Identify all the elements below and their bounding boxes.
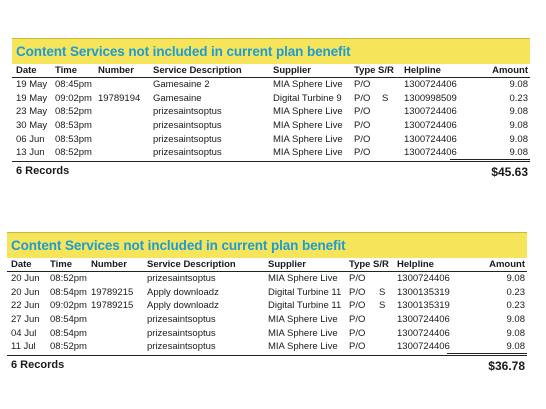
cell-service: prizesaintsoptus xyxy=(153,106,222,118)
records-count: 6 Records xyxy=(16,165,70,178)
cell-service: prizesaintsoptus xyxy=(147,327,216,339)
cell-supplier: MIA Sphere Live xyxy=(273,106,343,118)
cell-date: 13 Jun xyxy=(16,147,45,159)
col-helpline-header: Helpline xyxy=(404,65,441,76)
cell-helpline: 1300998509 xyxy=(404,92,457,104)
cell-date: 22 Jun xyxy=(11,300,40,312)
col-supplier-header: Supplier xyxy=(268,259,307,270)
cell-helpline: 1300135319 xyxy=(397,300,450,312)
content-services-section-1 xyxy=(12,38,530,180)
cell-service: prizesaintsoptus xyxy=(147,314,216,326)
cell-amount: 9.08 xyxy=(506,341,525,353)
cell-service: prizesaintsoptus xyxy=(153,133,222,145)
table-row xyxy=(12,92,530,106)
cell-helpline: 1300724406 xyxy=(397,314,450,326)
cell-amount: 9.08 xyxy=(509,120,528,132)
cell-date: 11 Jul xyxy=(11,341,36,353)
cell-helpline: 1300724406 xyxy=(397,341,450,353)
cell-type: P/O xyxy=(349,300,366,312)
cell-helpline: 1300724406 xyxy=(397,273,450,284)
table-row xyxy=(12,119,530,133)
cell-service: Apply downloadz xyxy=(147,286,219,298)
cell-helpline: 1300724406 xyxy=(397,327,450,339)
cell-supplier: MIA Sphere Live xyxy=(268,341,338,353)
cell-date: 19 May xyxy=(16,79,48,90)
table-row xyxy=(12,78,530,92)
cell-service: prizesaintsoptus xyxy=(147,273,216,284)
cell-type: P/O xyxy=(349,327,366,339)
col-date-header: Date xyxy=(16,65,37,76)
cell-supplier: Digital Turbine 11 xyxy=(268,286,342,298)
section-header-bar xyxy=(12,38,530,64)
cell-date: 20 Jun xyxy=(11,273,40,284)
cell-service: Gamesaine xyxy=(153,92,202,104)
col-sr-header: S/R xyxy=(373,259,389,270)
cell-supplier: MIA Sphere Live xyxy=(273,147,343,159)
cell-helpline: 1300724406 xyxy=(404,79,457,90)
cell-time: 08:52pm xyxy=(50,341,87,353)
cell-time: 08:54pm xyxy=(50,286,87,298)
section-header-bar xyxy=(7,232,527,258)
col-time-header: Time xyxy=(55,65,78,76)
cell-time: 09:02pm xyxy=(55,92,92,104)
col-helpline-header: Helpline xyxy=(397,259,434,270)
cell-number: 19789194 xyxy=(98,92,141,104)
cell-helpline: 1300724406 xyxy=(404,133,457,145)
subtotal-rule xyxy=(447,353,527,354)
cell-sr: S xyxy=(382,92,389,104)
cell-time: 09:02pm xyxy=(50,300,87,312)
cell-type: P/O xyxy=(354,120,371,132)
cell-supplier: MIA Sphere Live xyxy=(268,273,338,284)
table-row xyxy=(7,313,527,327)
cell-date: 23 May xyxy=(16,106,48,118)
section-total: $45.63 xyxy=(491,165,528,180)
cell-service: prizesaintsoptus xyxy=(153,120,222,132)
cell-supplier: MIA Sphere Live xyxy=(273,120,343,132)
cell-type: P/O xyxy=(349,273,366,284)
cell-supplier: Digital Turbine 11 xyxy=(268,300,342,312)
cell-amount: 0.23 xyxy=(509,92,528,104)
cell-service: Gamesaine 2 xyxy=(153,79,210,90)
cell-helpline: 1300135319 xyxy=(397,286,450,298)
cell-time: 08:45pm xyxy=(55,79,92,90)
cell-amount: 9.08 xyxy=(509,147,528,159)
cell-type: P/O xyxy=(354,133,371,145)
cell-time: 08:52pm xyxy=(55,106,92,118)
cell-type: P/O xyxy=(349,286,366,298)
cell-sr: S xyxy=(379,286,386,298)
col-type-header: Type xyxy=(354,65,376,76)
cell-date: 06 Jun xyxy=(16,133,45,145)
cell-amount: 9.08 xyxy=(506,314,525,326)
subtotal-rule xyxy=(450,159,530,160)
cell-time: 08:53pm xyxy=(55,133,92,145)
cell-amount: 9.08 xyxy=(509,133,528,145)
transaction-rows xyxy=(7,272,527,354)
cell-service: prizesaintsoptus xyxy=(147,341,216,353)
col-amount-header: Amount xyxy=(489,259,525,270)
cell-type: P/O xyxy=(354,106,371,118)
section-footer xyxy=(7,355,527,374)
cell-supplier: Digital Turbine 9 xyxy=(273,92,342,104)
cell-time: 08:53pm xyxy=(55,120,92,132)
cell-number: 19789215 xyxy=(91,286,134,298)
cell-date: 04 Jul xyxy=(11,327,37,339)
cell-time: 08:52pm xyxy=(50,273,87,284)
cell-type: P/O xyxy=(349,341,366,353)
col-time-header: Time xyxy=(50,259,73,270)
col-service-header: Service Description xyxy=(147,259,236,270)
cell-time: 08:54pm xyxy=(50,327,87,339)
cell-service: Apply downloadz xyxy=(147,300,219,312)
section-total: $36.78 xyxy=(488,359,525,374)
cell-date: 27 Jun xyxy=(11,314,40,326)
transaction-rows xyxy=(12,78,530,160)
cell-date: 19 May xyxy=(16,92,48,104)
cell-type: P/O xyxy=(354,147,371,159)
cell-type: P/O xyxy=(354,92,371,104)
cell-type: P/O xyxy=(349,314,366,326)
records-count: 6 Records xyxy=(11,359,65,372)
cell-amount: 9.08 xyxy=(509,106,528,118)
col-number-header: Number xyxy=(91,259,127,270)
cell-helpline: 1300724406 xyxy=(404,120,457,132)
col-number-header: Number xyxy=(98,65,134,76)
cell-supplier: MIA Sphere Live xyxy=(268,327,338,339)
cell-number: 19789215 xyxy=(91,300,134,312)
cell-time: 08:52pm xyxy=(55,147,92,159)
cell-supplier: MIA Sphere Live xyxy=(273,79,343,90)
cell-amount: 0.23 xyxy=(506,300,525,312)
cell-supplier: MIA Sphere Live xyxy=(268,314,338,326)
cell-type: P/O xyxy=(354,79,371,90)
section-title: Content Services not included in current plan benefit xyxy=(16,44,351,59)
col-type-header: Type xyxy=(349,259,371,270)
col-supplier-header: Supplier xyxy=(273,65,312,76)
cell-helpline: 1300724406 xyxy=(404,106,457,118)
cell-amount: 9.08 xyxy=(509,79,528,90)
cell-helpline: 1300724406 xyxy=(404,147,457,159)
col-sr-header: S/R xyxy=(378,65,394,76)
section-title: Content Services not included in current plan benefit xyxy=(11,238,346,253)
content-services-section-2 xyxy=(7,232,527,374)
cell-amount: 9.08 xyxy=(506,327,525,339)
table-row xyxy=(7,286,527,300)
cell-date: 20 Jun xyxy=(11,286,40,298)
table-row xyxy=(12,133,530,147)
column-headers xyxy=(7,258,527,272)
cell-amount: 9.08 xyxy=(506,273,525,284)
table-row xyxy=(12,105,530,119)
col-date-header: Date xyxy=(11,259,32,270)
table-row xyxy=(7,272,527,286)
col-service-header: Service Description xyxy=(153,65,242,76)
table-row xyxy=(7,327,527,341)
table-row xyxy=(7,299,527,313)
col-amount-header: Amount xyxy=(492,65,528,76)
cell-supplier: MIA Sphere Live xyxy=(273,133,343,145)
cell-date: 30 May xyxy=(16,120,48,132)
column-headers xyxy=(12,64,530,78)
cell-amount: 0.23 xyxy=(506,286,525,298)
section-footer xyxy=(12,161,530,180)
cell-sr: S xyxy=(379,300,386,312)
cell-service: prizesaintsoptus xyxy=(153,147,222,159)
cell-time: 08:54pm xyxy=(50,314,87,326)
